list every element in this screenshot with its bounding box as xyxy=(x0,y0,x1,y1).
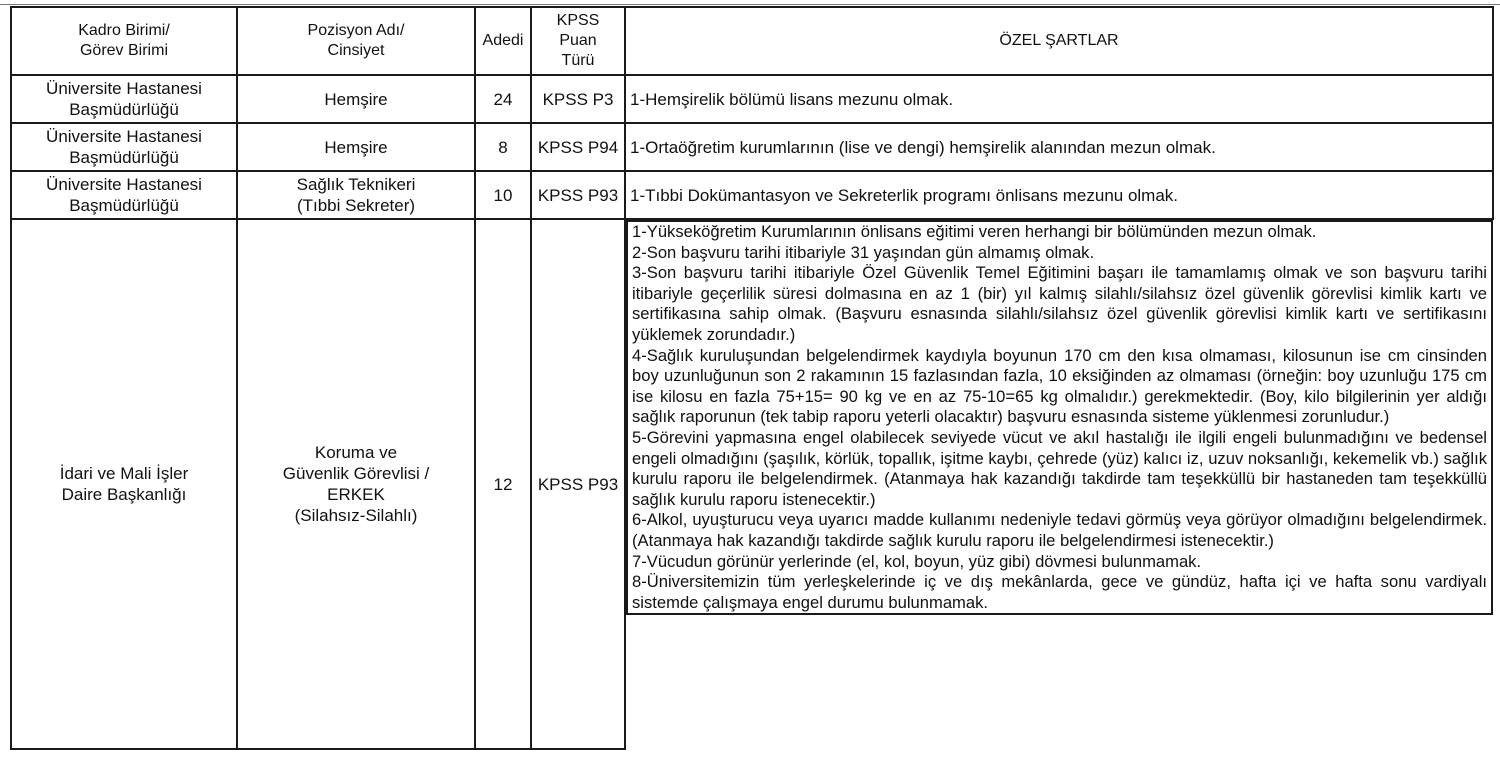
cell-kpss: KPSS P3 xyxy=(531,75,625,123)
table-row xyxy=(11,123,1493,171)
cell-kpss: KPSS P94 xyxy=(531,123,625,171)
cell-position: Sağlık Teknikeri (Tıbbi Sekreter) xyxy=(237,171,475,219)
cell-kpss: KPSS P93 xyxy=(531,171,625,219)
requirement-item: 3-Son başvuru tarihi itibariyle Özel Güvenlik Temel Eğitimini başarı ile tamamlamış olmak ve son başvuru tarihi itibariyle geçerlilik süresi dolmasına en az 1 (bir) yıl kalmış silahlı/silahsız özel güvenlik görevlisi kimlik kartı ve sertifikasına sahip olmak. (Başvuru esnasında silahlı/silahsız özel güvenlik görevlisi kimlik kartı ve sertifikasını yüklemek zorundadır.) xyxy=(632,263,1487,344)
requirement-item: 8-Üniversitemizin tüm yerleşkelerinde iç ve dış mekânlarda, gece ve gündüz, hafta içi ve hafta sonu vardiyalı sistemde çalışmaya engel durumu bulunmamak. xyxy=(632,572,1487,612)
requirement-item: 7-Vücudun görünür yerlerinde (el, kol, boyun, yüz gibi) dövmesi bulunmamak. xyxy=(632,551,1202,571)
header-position: Pozisyon Adı/ Cinsiyet xyxy=(237,7,475,75)
cell-count: 10 xyxy=(475,171,531,219)
page-top-rule xyxy=(0,0,1500,5)
header-requirements: ÖZEL ŞARTLAR xyxy=(625,7,1493,75)
requirement-item: 1-Yükseköğretim Kurumlarının önlisans eğitimi veren herhangi bir bölümünden mezun olmak. xyxy=(632,222,1317,241)
cell-requirements xyxy=(626,220,1493,615)
cell-position: Hemşire xyxy=(237,123,475,171)
cell-position: Hemşire xyxy=(237,75,475,123)
cell-position: Koruma ve Güvenlik Görevlisi / ERKEK (Silahsız-Silahlı) xyxy=(237,219,475,749)
requirement-item: 4-Sağlık kuruluşundan belgelendirmek kaydıyla boyunun 170 cm den kısa olmaması, kilosunun ise cm cinsinden boy uzunluğunun son 2 rakamının 15 fazlasından fazla, 10 eksiğinden az olmaması (örneğin: boy uzunluğu 175 cm ise kilosu en fazla 75+15= 90 kg ve en az 75-10=65 kg olmalıdır.) gerekmektedir. (Boy, kilo bilgilerinin yer aldığı sağlık raporunun (tek tabip raporu yeterli olacaktır) başvuru esnasında sisteme yüklenmesi zorunludur.) xyxy=(632,345,1487,427)
requirement-item: 2-Son başvuru tarihi itibariyle 31 yaşından gün almamış olmak. xyxy=(632,242,1095,262)
cell-count: 8 xyxy=(475,123,531,171)
cell-unit: Üniversite Hastanesi Başmüdürlüğü xyxy=(11,123,237,171)
header-row xyxy=(11,7,1493,75)
header-kpss: KPSS Puan Türü xyxy=(531,7,625,75)
cell-unit: Üniversite Hastanesi Başmüdürlüğü xyxy=(11,171,237,219)
cell-unit: Üniversite Hastanesi Başmüdürlüğü xyxy=(11,75,237,123)
table-row xyxy=(11,171,1493,219)
requirement-item: 5-Görevini yapmasına engel olabilecek seviyede vücut ve akıl hastalığı ile ilgili engeli bulunmadığını ve bedensel engeli olmadığını (şaşılık, körlük, topallık, işitme kaybı, çehrede (yüz) kalıcı iz, uzuv noksanlığı, kekemelik vb.) sağlık kurulu raporu ile belgelendirmek. (Atanmaya hak kazandığı takdirde tam teşekküllü bir hastaneden tam teşekküllü sağlık kurulu raporu istenecektir.) xyxy=(632,427,1487,509)
table-row xyxy=(11,219,1493,749)
cell-count: 12 xyxy=(475,219,531,749)
cell-kpss: KPSS P93 xyxy=(531,219,625,749)
job-listing-table xyxy=(10,6,1494,750)
cell-requirements: 1-Ortaöğretim kurumlarının (lise ve dengi) hemşirelik alanından mezun olmak. xyxy=(625,123,1493,171)
cell-unit: İdari ve Mali İşler Daire Başkanlığı xyxy=(11,219,237,749)
header-unit: Kadro Birimi/ Görev Birimi xyxy=(11,7,237,75)
cell-requirements: 1-Hemşirelik bölümü lisans mezunu olmak. xyxy=(625,75,1493,123)
requirement-item: 6-Alkol, uyuşturucu veya uyarıcı madde kullanımı nedeniyle tedavi görmüş veya görüyor olmadığını belgelendirmek. (Atanmaya hak kazandığı takdirde sağlık kurulu raporu ile belgelendirmesi istenecektir.) xyxy=(632,510,1487,550)
cell-requirements: 1-Tıbbi Dokümantasyon ve Sekreterlik programı önlisans mezunu olmak. xyxy=(625,171,1493,219)
header-count: Adedi xyxy=(475,7,531,75)
table-row xyxy=(11,75,1493,123)
cell-count: 24 xyxy=(475,75,531,123)
